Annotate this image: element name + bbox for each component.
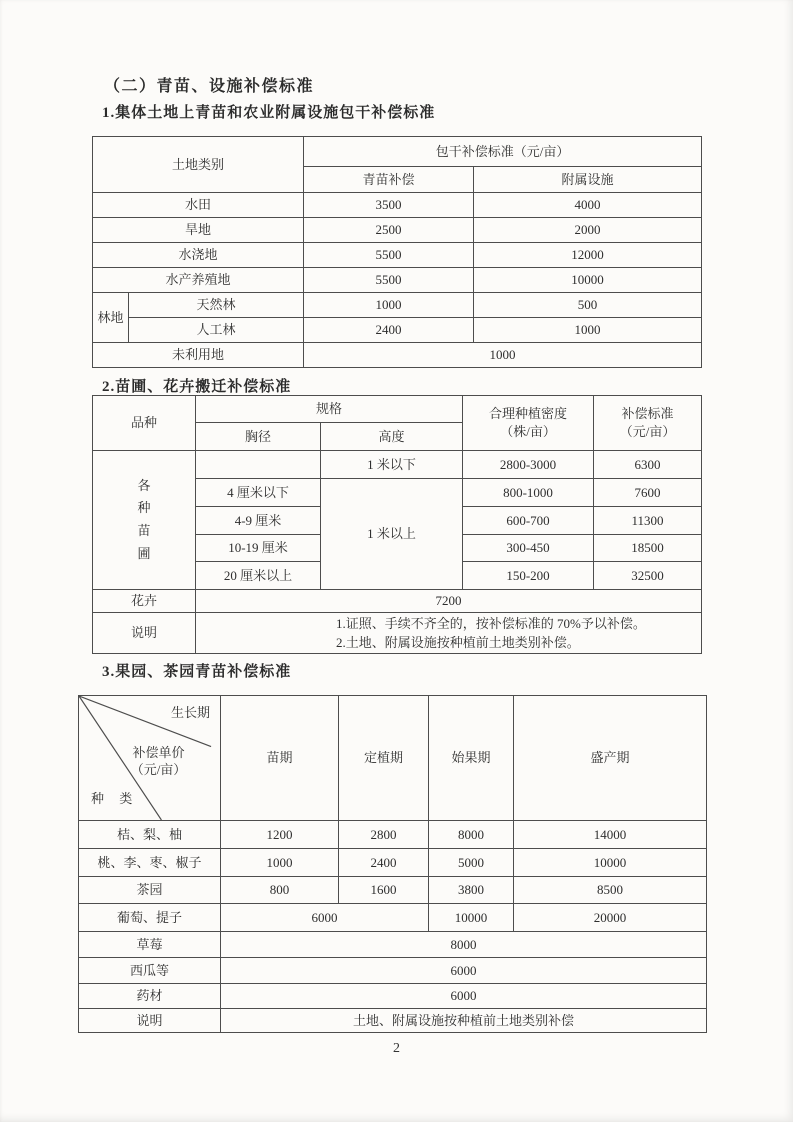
t3-cell-value: 2800 xyxy=(339,821,429,849)
table-row xyxy=(79,932,707,958)
t2-cell-standard: 18500 xyxy=(594,535,702,562)
t1-cell-green: 2400 xyxy=(304,318,474,343)
page-number: 2 xyxy=(393,1041,400,1056)
table-row xyxy=(93,218,702,243)
t1-cell-unused-label: 未利用地 xyxy=(93,343,304,368)
t2-cell-notes xyxy=(196,613,702,654)
t2-cell-flower-label: 花卉 xyxy=(93,590,196,613)
t1-cell-aux: 2000 xyxy=(474,218,702,243)
t3-cell-value: 8000 xyxy=(429,821,514,849)
t3-cell-value: 10000 xyxy=(429,904,514,932)
t1-cell-aux: 12000 xyxy=(474,243,702,268)
t3-cell-label: 桃、李、枣、椒子 xyxy=(79,849,221,877)
t1-cell-unused-value: 1000 xyxy=(304,343,702,368)
t3-header-period: 始果期 xyxy=(429,696,514,821)
table-row xyxy=(93,318,702,343)
t1-cell-aux: 10000 xyxy=(474,268,702,293)
t1-cell-green: 5500 xyxy=(304,268,474,293)
table-row xyxy=(79,877,707,904)
t2-cell-dbh: 20 厘米以上 xyxy=(196,562,321,590)
table-row xyxy=(79,1009,707,1033)
table-nursery-compensation xyxy=(92,395,702,654)
t3-cell-value: 8500 xyxy=(514,877,707,904)
t1-cell-aux: 500 xyxy=(474,293,702,318)
table-land-compensation xyxy=(92,136,702,368)
t2-cell-nursery-label xyxy=(93,451,196,590)
t3-cell-value: 800 xyxy=(221,877,339,904)
t3-cell-label: 西瓜等 xyxy=(79,958,221,984)
t1-cell-label: 水浇地 xyxy=(93,243,304,268)
table-row xyxy=(93,268,702,293)
t3-corner-unit-price-line1: 补偿单价 xyxy=(132,745,185,760)
t3-cell-label: 葡萄、提子 xyxy=(79,904,221,932)
t2-header-variety: 品种 xyxy=(93,396,196,451)
t2-cell-density: 300-450 xyxy=(463,535,594,562)
table-row xyxy=(93,193,702,218)
table-row xyxy=(79,696,707,821)
t2-header-standard xyxy=(594,396,702,451)
table-row xyxy=(93,396,702,423)
t3-cell-value: 1600 xyxy=(339,877,429,904)
t3-cell-value: 8000 xyxy=(221,932,707,958)
t2-header-density xyxy=(463,396,594,451)
t1-cell-aux: 4000 xyxy=(474,193,702,218)
t2-header-spec: 规格 xyxy=(196,396,463,423)
t2-note-2: 2.土地、附属设施按种植前土地类别补偿。 xyxy=(336,635,580,650)
doc-heading: （二）青苗、设施补偿标准 xyxy=(104,78,315,95)
t3-cell-note-label: 说明 xyxy=(79,1009,221,1033)
t2-cell-density: 800-1000 xyxy=(463,479,594,507)
t2-cell-standard: 32500 xyxy=(594,562,702,590)
t2-cell-density: 2800-3000 xyxy=(463,451,594,479)
t1-cell-green: 2500 xyxy=(304,218,474,243)
t1-cell-label: 水产养殖地 xyxy=(93,268,304,293)
t2-cell-height-below: 1 米以下 xyxy=(321,451,463,479)
table-orchard-compensation xyxy=(78,695,707,1033)
t3-cell-note-value: 土地、附属设施按种植前土地类别补偿 xyxy=(221,1009,707,1033)
t1-cell-forest-label: 林地 xyxy=(93,293,129,343)
section1-title: 1.集体土地上青苗和农业附属设施包干补偿标准 xyxy=(102,105,436,121)
t1-cell-label: 旱地 xyxy=(93,218,304,243)
t2-header-density-line1: 合理种植密度 xyxy=(489,406,568,422)
t3-cell-value: 14000 xyxy=(514,821,707,849)
t1-cell-label: 天然林 xyxy=(129,293,304,318)
t2-cell-dbh: 4 厘米以下 xyxy=(196,479,321,507)
t1-cell-label: 人工林 xyxy=(129,318,304,343)
t3-cell-label: 药材 xyxy=(79,984,221,1009)
t2-header-height: 高度 xyxy=(321,423,463,451)
t1-cell-green: 3500 xyxy=(304,193,474,218)
table-row xyxy=(93,137,702,167)
table-row xyxy=(93,613,702,654)
t2-cell-standard: 11300 xyxy=(594,507,702,535)
t2-cell-flower-value: 7200 xyxy=(196,590,702,613)
t1-cell-aux: 1000 xyxy=(474,318,702,343)
t2-header-standard-line1: 补偿标准 xyxy=(621,406,674,422)
table-row xyxy=(93,243,702,268)
t3-cell-value: 5000 xyxy=(429,849,514,877)
t3-cell-value: 6000 xyxy=(221,984,707,1009)
t3-cell-value: 20000 xyxy=(514,904,707,932)
t3-corner-unit-price xyxy=(79,744,238,778)
t2-header-dbh: 胸径 xyxy=(196,423,321,451)
t2-cell-density: 150-200 xyxy=(463,562,594,590)
section2-title: 2.苗圃、花卉搬迁补偿标准 xyxy=(102,379,292,395)
t3-cell-value: 1200 xyxy=(221,821,339,849)
t3-cell-value: 2400 xyxy=(339,849,429,877)
t3-cell-label: 草莓 xyxy=(79,932,221,958)
t2-note-1: 1.证照、手续不齐全的，按补偿标准的 70%予以补偿。 xyxy=(336,616,646,631)
t2-cell-standard: 7600 xyxy=(594,479,702,507)
t1-cell-label: 水田 xyxy=(93,193,304,218)
t3-cell-value: 3800 xyxy=(429,877,514,904)
t3-header-period: 盛产期 xyxy=(514,696,707,821)
t3-cell-value: 1000 xyxy=(221,849,339,877)
table-row xyxy=(79,849,707,877)
t3-header-period: 定植期 xyxy=(339,696,429,821)
t3-cell-label: 茶园 xyxy=(79,877,221,904)
t3-cell-value: 6000 xyxy=(221,958,707,984)
t2-cell-dbh: 10-19 厘米 xyxy=(196,535,321,562)
table-row xyxy=(93,293,702,318)
t2-cell-density: 600-700 xyxy=(463,507,594,535)
t1-cell-green: 1000 xyxy=(304,293,474,318)
t3-corner-growth-period: 生长期 xyxy=(170,705,210,720)
table-row xyxy=(79,958,707,984)
t2-cell-note-label: 说明 xyxy=(93,613,196,654)
table-row xyxy=(79,904,707,932)
table-row xyxy=(93,343,702,368)
t1-header-group: 包干补偿标准（元/亩） xyxy=(304,137,702,167)
t3-corner-header-cell xyxy=(79,696,221,821)
t1-header-land-type: 土地类别 xyxy=(93,137,304,193)
t3-corner-unit-price-line2: （元/亩） xyxy=(130,762,187,777)
t1-header-aux: 附属设施 xyxy=(474,167,702,193)
table-row xyxy=(79,821,707,849)
t3-cell-value: 6000 xyxy=(221,904,429,932)
t2-cell-height-above: 1 米以上 xyxy=(321,479,463,590)
t3-cell-value: 10000 xyxy=(514,849,707,877)
table-row xyxy=(93,590,702,613)
table-row xyxy=(79,984,707,1009)
t3-header-period: 苗期 xyxy=(221,696,339,821)
t2-cell-dbh-empty xyxy=(196,451,321,479)
t3-cell-label: 桔、梨、柚 xyxy=(79,821,221,849)
t2-header-standard-line2: （元/亩） xyxy=(619,424,676,439)
t1-header-green: 青苗补偿 xyxy=(304,167,474,193)
section3-title: 3.果园、茶园青苗补偿标准 xyxy=(102,664,292,680)
table-row xyxy=(93,451,702,479)
t2-cell-dbh: 4-9 厘米 xyxy=(196,507,321,535)
t1-cell-green: 5500 xyxy=(304,243,474,268)
t2-header-density-line2: （株/亩） xyxy=(500,424,556,439)
t2-nursery-vertical-text: 各种苗圃 xyxy=(137,477,151,561)
t2-cell-standard: 6300 xyxy=(594,451,702,479)
t3-corner-species: 种 类 xyxy=(91,791,139,807)
